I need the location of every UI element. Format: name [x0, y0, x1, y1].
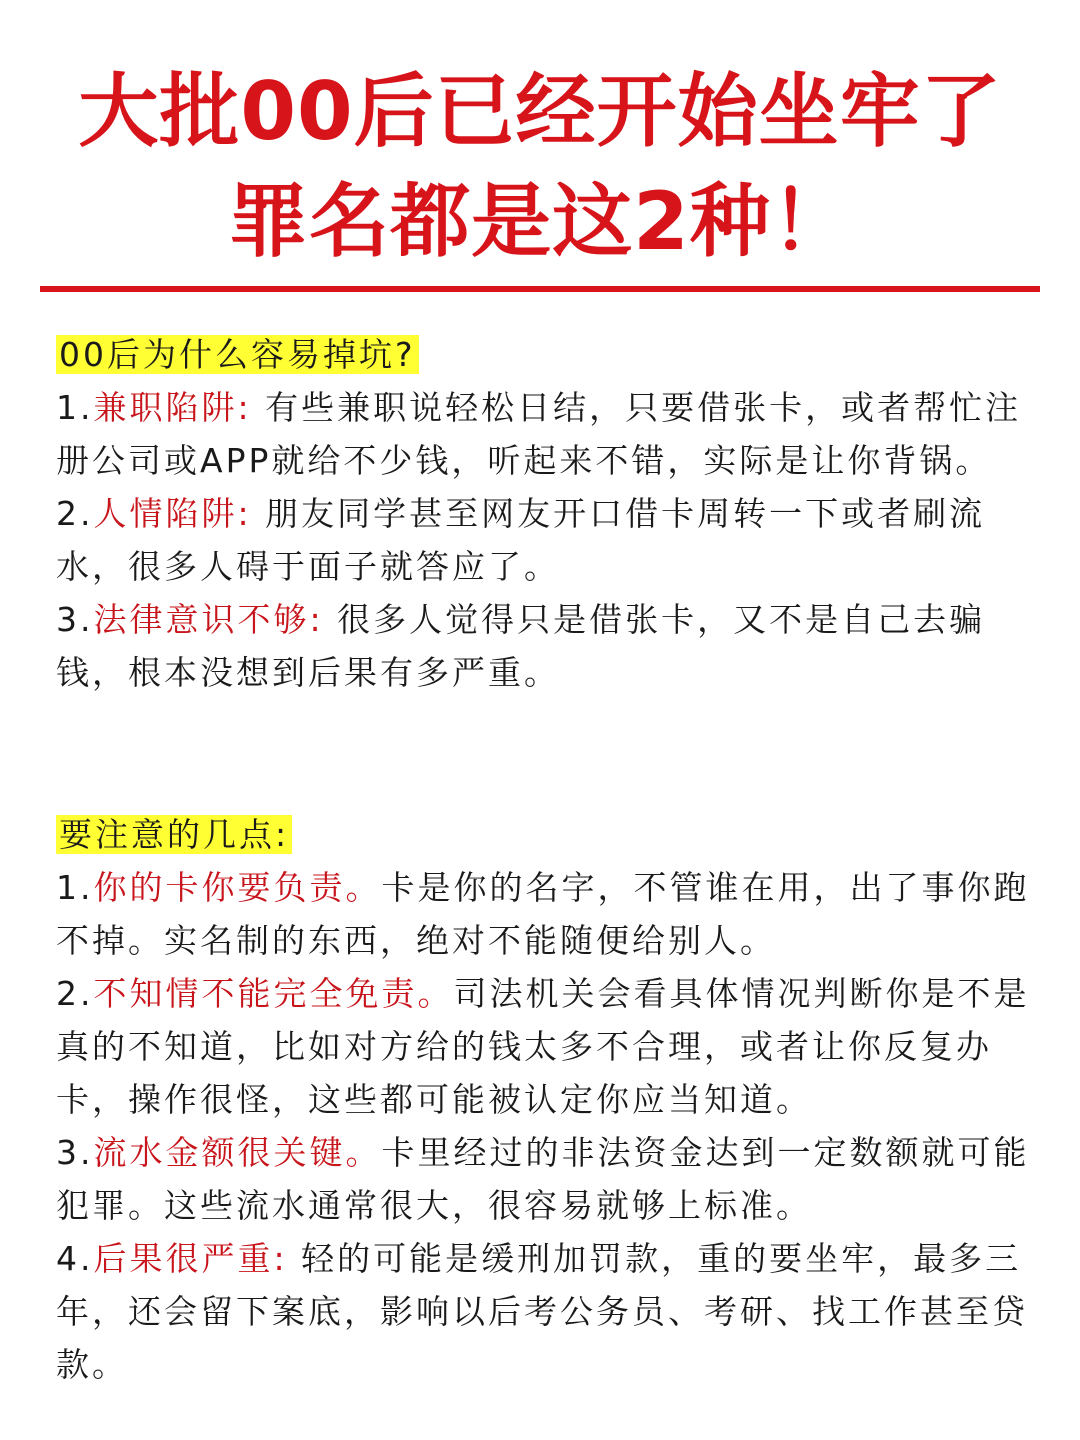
page-title-line2: 罪名都是这2种！: [228, 175, 852, 268]
section-why-trapped: [56, 328, 1032, 699]
item-text: 卡是你的名字，不管谁在用，出了事你跑不掉。实名制的东西，绝对不能随便给别人。: [56, 868, 1030, 960]
item-text: 很多人觉得只是借张卡，又不是自己去骗钱，根本没想到后果有多严重。: [56, 600, 986, 692]
item-label: 你的卡你要负责。: [93, 868, 382, 907]
page-title-line1: 大批00后已经开始坐牢了: [78, 65, 1002, 158]
item-number: 4.: [56, 1239, 94, 1278]
list-item: [56, 1232, 1032, 1391]
item-number: 1.: [56, 868, 94, 907]
list-item: [56, 487, 1032, 593]
section-heading: 00后为什么容易掉坑?: [56, 335, 419, 374]
list-item: [56, 381, 1032, 487]
item-number: 2.: [56, 974, 94, 1013]
item-number: 1.: [56, 388, 94, 427]
item-label: 不知情不能完全免责。: [93, 974, 454, 1013]
item-number: 3.: [56, 1133, 94, 1172]
item-label: 法律意识不够:: [93, 600, 324, 639]
item-label: 后果很严重:: [93, 1239, 288, 1278]
list-item: [56, 967, 1032, 1126]
item-label: 人情陷阱:: [93, 494, 252, 533]
item-text: 朋友同学甚至网友开口借卡周转一下或者刷流水，很多人碍于面子就答应了。: [56, 494, 986, 586]
item-label: 流水金额很关键。: [93, 1133, 382, 1172]
list-item: [56, 861, 1032, 967]
item-number: 2.: [56, 494, 94, 533]
list-item: [56, 593, 1032, 699]
section-notes: [56, 808, 1032, 1391]
item-number: 3.: [56, 600, 94, 639]
item-text: 司法机关会看具体情况判断你是不是真的不知道，比如对方给的钱太多不合理，或者让你反复办卡，操作很怪，这些都可能被认定你应当知道。: [56, 974, 1030, 1119]
item-text: 轻的可能是缓刑加罚款，重的要坐牢，最多三年，还会留下案底，影响以后考公务员、考研、找工作甚至贷款。: [56, 1239, 1028, 1384]
section-heading: 要注意的几点:: [56, 815, 292, 854]
list-item: [56, 1126, 1032, 1232]
item-label: 兼职陷阱:: [93, 388, 252, 427]
item-text: 有些兼职说轻松日结，只要借张卡，或者帮忙注册公司或APP就给不少钱，听起来不错，实际是让你背锅。: [56, 388, 1022, 480]
item-text: 卡里经过的非法资金达到一定数额就可能犯罪。这些流水通常很大，很容易就够上标准。: [56, 1133, 1030, 1225]
title-divider: [40, 286, 1040, 292]
